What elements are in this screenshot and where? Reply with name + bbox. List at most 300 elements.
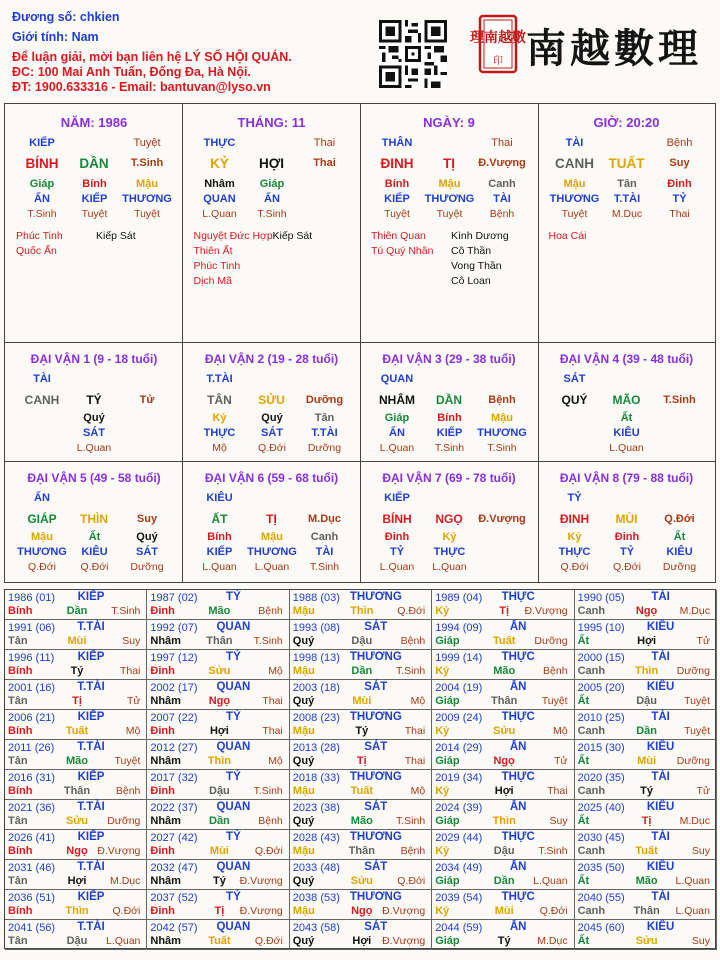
year-stem: Đinh xyxy=(150,725,175,737)
year-branch: Sửu xyxy=(350,875,373,887)
year-label: 2011 (26) xyxy=(8,742,55,754)
year-label: 2036 (51) xyxy=(8,892,56,904)
year-branch: Mùi xyxy=(67,635,87,647)
year-label: 2029 (44) xyxy=(435,832,483,844)
year-stage: Đ.Vượng xyxy=(239,875,283,887)
year-cell[interactable] xyxy=(432,800,574,830)
year-cell[interactable] xyxy=(147,920,289,950)
year-stem: Bính xyxy=(8,605,33,617)
dai-van-branch: DẦN xyxy=(436,393,462,407)
year-cell[interactable] xyxy=(575,650,717,680)
year-cell[interactable] xyxy=(5,620,147,650)
hidden-stem-god: ẤN xyxy=(389,427,405,439)
pillar-heavenly-stem: KỶ xyxy=(210,156,229,171)
year-cell[interactable] xyxy=(432,680,574,710)
year-label: 2015 (30) xyxy=(577,742,625,754)
hidden-stem-god: THƯƠNG xyxy=(549,193,600,205)
year-ten-god: KIÊU xyxy=(646,741,675,753)
year-stage: T.Sinh xyxy=(396,665,426,677)
year-branch: Sửu xyxy=(635,935,658,947)
year-stage: Thai xyxy=(404,755,426,767)
year-ten-god: THƯƠNG xyxy=(349,831,402,843)
year-stage: M.Dục xyxy=(679,815,710,827)
year-cell[interactable] xyxy=(290,680,432,710)
year-branch: Thân xyxy=(206,635,233,647)
auspicious-star: Thiên Quan xyxy=(371,230,426,242)
contact-line: Để luận giải, mời bạn liên hệ LÝ SỐ HỘI QUÁN. xyxy=(12,50,292,64)
pillar-title: NGÀY: 9 xyxy=(423,115,475,130)
year-label: 1993 (08) xyxy=(292,622,340,634)
year-cell[interactable] xyxy=(575,860,717,890)
hidden-stem: Giáp xyxy=(259,178,285,190)
year-label: 2018 (33) xyxy=(292,772,340,784)
year-stage: Bệnh xyxy=(400,635,426,647)
year-stem: Quý xyxy=(292,635,315,647)
dai-van-stage: Suy xyxy=(136,513,158,525)
year-label: 2023 (38) xyxy=(292,802,340,814)
pillar-earthly-branch: HỢI xyxy=(258,156,285,171)
year-stem: Kỷ xyxy=(435,905,450,917)
hidden-stem-god: THỰC xyxy=(433,546,466,558)
pillar-branch-stage: Thai xyxy=(313,157,336,169)
year-label: 2003 (18) xyxy=(292,682,340,694)
pillar-earthly-branch: TUẤT xyxy=(608,156,645,171)
year-ten-god: KIÊU xyxy=(646,861,675,873)
year-ten-god: SÁT xyxy=(364,681,388,693)
year-label: 2001 (16) xyxy=(8,682,56,694)
year-cell[interactable] xyxy=(147,590,289,620)
year-stem: Giáp xyxy=(435,935,460,947)
hidden-stem: Nhâm xyxy=(204,178,235,190)
dai-van-7[interactable] xyxy=(360,462,538,582)
hidden-stem-stage: L.Quan xyxy=(432,561,467,573)
dai-van-branch: SỬU xyxy=(258,393,285,407)
hidden-stem-god: THỰC xyxy=(558,546,591,558)
dai-van-3[interactable] xyxy=(360,343,538,461)
year-cell[interactable] xyxy=(290,770,432,800)
year-stem: Quý xyxy=(292,695,315,707)
dai-van-stem: QUÝ xyxy=(561,393,588,407)
year-stem: Kỷ xyxy=(435,665,450,677)
pillar-heavenly-stem: ĐINH xyxy=(380,156,414,171)
hidden-stem-stage: T.Sinh xyxy=(27,208,57,220)
hidden-stem-stage: M.Dục xyxy=(611,208,643,220)
year-ten-god: TÀI xyxy=(651,891,670,903)
year-stem: Bính xyxy=(8,845,33,857)
qr-code[interactable] xyxy=(379,20,447,88)
pillar-stem-god: THỰC xyxy=(203,137,236,149)
hidden-stem: Bính xyxy=(207,531,232,543)
hidden-stem-stage: L.Quan xyxy=(202,208,237,220)
year-cell[interactable] xyxy=(5,770,147,800)
dai-van-god: TỶ xyxy=(567,492,582,504)
hidden-stem-stage: T.Sinh xyxy=(257,208,287,220)
year-ten-god: TỶ xyxy=(226,831,241,843)
hidden-stem: Đinh xyxy=(384,531,410,543)
hidden-stem-stage: Tuyệt xyxy=(134,208,160,220)
hidden-stem-stage: L.Quan xyxy=(379,561,415,573)
year-stage: Tuyệt xyxy=(684,695,710,707)
year-cell[interactable] xyxy=(575,740,717,770)
year-stem: Mậu xyxy=(292,725,315,737)
dai-van-stage: M.Dục xyxy=(308,513,341,525)
year-ten-god: T.TÀI xyxy=(77,801,105,813)
year-ten-god: THỰC xyxy=(501,891,535,903)
year-stem: Đinh xyxy=(150,845,175,857)
year-cell[interactable] xyxy=(5,710,147,740)
year-ten-god: ẤN xyxy=(509,741,527,753)
year-cell[interactable] xyxy=(575,800,717,830)
year-branch: Sửu xyxy=(208,665,231,677)
year-ten-god: SÁT xyxy=(364,801,388,813)
year-label: 2042 (57) xyxy=(150,922,198,934)
year-ten-god: TÀI xyxy=(651,771,670,783)
year-branch: Thìn xyxy=(350,605,374,617)
year-stem: Bính xyxy=(8,665,33,677)
year-cell[interactable] xyxy=(5,920,147,950)
year-stage: Bệnh xyxy=(543,665,568,677)
dai-van-god: TÀI xyxy=(33,373,51,385)
year-ten-god: KIẾP xyxy=(77,651,105,663)
year-cell[interactable] xyxy=(5,650,147,680)
year-cell[interactable] xyxy=(432,890,574,920)
year-stem: Mậu xyxy=(292,665,315,677)
dai-van-4[interactable] xyxy=(538,343,716,461)
pillar-stem-god: KIẾP xyxy=(29,137,55,149)
hidden-stem-stage: Mộ xyxy=(212,442,227,454)
year-cell[interactable] xyxy=(290,800,432,830)
year-branch: Tuất xyxy=(635,845,658,857)
year-branch: Mão xyxy=(208,605,231,617)
year-branch: Tý xyxy=(355,725,369,737)
auspicious-star: Phúc Tinh xyxy=(16,230,63,242)
year-stage: Suy xyxy=(549,815,568,827)
year-ten-god: TÀI xyxy=(651,651,670,663)
dai-van-title: ĐẠI VẬN 4 (39 - 48 tuổi) xyxy=(559,352,694,366)
hidden-stem-god: ẤN xyxy=(34,193,50,205)
year-stage: Dưỡng xyxy=(534,635,568,647)
hidden-stem: Tân xyxy=(314,412,335,424)
year-stage: Tử xyxy=(696,635,710,647)
hidden-stem-stage: Q.Đới xyxy=(80,561,109,573)
year-cell[interactable] xyxy=(147,770,289,800)
year-cell[interactable] xyxy=(575,920,717,950)
year-stem: Ất xyxy=(577,755,590,767)
year-label: 2034 (49) xyxy=(435,862,483,874)
hidden-stem-god: QUAN xyxy=(203,193,236,205)
year-branch: Mão xyxy=(350,815,373,827)
year-branch: Tuất xyxy=(350,785,373,797)
hidden-stem: Giáp xyxy=(29,178,55,190)
year-label: 1988 (03) xyxy=(292,592,340,604)
hidden-stem: Ất xyxy=(673,531,686,543)
year-stem: Quý xyxy=(292,875,315,887)
year-label: 2031 (46) xyxy=(8,862,56,874)
year-branch: Hợi xyxy=(637,635,657,647)
year-stage: Mộ xyxy=(125,725,141,737)
dai-van-title: ĐẠI VẬN 6 (59 - 68 tuổi) xyxy=(204,471,339,485)
year-cell[interactable] xyxy=(575,710,717,740)
year-stem: Canh xyxy=(577,785,606,797)
year-ten-god: ẤN xyxy=(509,861,527,873)
year-cell[interactable] xyxy=(147,830,289,860)
year-cell[interactable] xyxy=(147,620,289,650)
year-cell[interactable] xyxy=(432,710,574,740)
year-label: 2037 (52) xyxy=(150,892,198,904)
auspicious-star: Dịch Mã xyxy=(193,275,233,287)
pillar-year[interactable] xyxy=(5,104,183,342)
hidden-stem: Quý xyxy=(261,412,283,424)
year-branch: Mão xyxy=(493,665,516,677)
year-branch: Thân xyxy=(63,785,91,797)
year-branch: Hợi xyxy=(352,935,372,947)
year-ten-god: KIÊU xyxy=(646,921,675,933)
year-branch: Tuất xyxy=(492,635,516,647)
pillar-branch-stage: Suy xyxy=(669,157,690,169)
year-cell[interactable] xyxy=(147,860,289,890)
year-cell[interactable] xyxy=(290,620,432,650)
year-stem: Ất xyxy=(577,635,590,647)
year-branch: Tị xyxy=(499,605,510,617)
year-label: 2028 (43) xyxy=(292,832,340,844)
year-cell[interactable] xyxy=(5,830,147,860)
year-cell[interactable] xyxy=(432,740,574,770)
year-stem: Nhâm xyxy=(150,755,181,767)
year-ten-god: THƯƠNG xyxy=(349,891,402,903)
year-branch: Hợi xyxy=(209,725,229,737)
year-label: 2027 (42) xyxy=(150,832,198,844)
year-cell[interactable] xyxy=(5,800,147,830)
year-label: 1986 (01) xyxy=(8,592,56,604)
year-stage: Thai xyxy=(119,665,141,677)
year-ten-god: THƯƠNG xyxy=(349,771,402,783)
year-stage: Đ.Vượng xyxy=(239,905,283,917)
year-cell[interactable] xyxy=(5,890,147,920)
year-cell[interactable] xyxy=(432,920,574,950)
year-stem: Mậu xyxy=(292,785,315,797)
year-cell[interactable] xyxy=(575,770,717,800)
year-ten-god: THỰC xyxy=(501,831,535,843)
year-label: 2004 (19) xyxy=(435,682,483,694)
year-stage: Thai xyxy=(262,695,283,707)
year-stage: Q.Đới xyxy=(397,875,426,887)
year-ten-god: TÀI xyxy=(651,711,670,723)
logo-text: 南越數理 xyxy=(526,25,702,72)
year-branch: Ngọ xyxy=(208,695,231,707)
pillar-earthly-branch: TỊ xyxy=(443,156,455,171)
year-label: 2024 (39) xyxy=(435,802,483,814)
year-label: 2012 (27) xyxy=(150,742,198,754)
dai-van-stage: Bệnh xyxy=(488,394,516,406)
hidden-stem-stage: Tuyệt xyxy=(81,208,108,220)
year-cell[interactable] xyxy=(290,860,432,890)
year-stem: Tân xyxy=(8,935,28,947)
year-stage: Dưỡng xyxy=(676,755,710,767)
dai-van-stage: Tử xyxy=(139,394,155,406)
hidden-stem-stage: Q.Đới xyxy=(28,561,56,573)
year-cell[interactable] xyxy=(290,890,432,920)
year-cell[interactable] xyxy=(147,650,289,680)
year-label: 2002 (17) xyxy=(150,682,198,694)
year-branch: Tuất xyxy=(208,935,231,947)
year-stem: Ất xyxy=(577,695,590,707)
year-ten-god: THỰC xyxy=(501,771,535,783)
hidden-stem-stage: L.Quan xyxy=(609,442,644,454)
subject-name: Đương số: chkien xyxy=(12,10,120,24)
year-branch: Tý xyxy=(212,875,226,887)
year-cell[interactable] xyxy=(575,830,717,860)
year-label: 2010 (25) xyxy=(577,712,625,724)
year-cell[interactable] xyxy=(575,590,717,620)
year-cell[interactable] xyxy=(432,860,574,890)
year-branch: Dần xyxy=(351,665,373,677)
dai-van-6[interactable] xyxy=(183,462,361,582)
year-label: 1989 (04) xyxy=(435,592,483,604)
year-cell[interactable] xyxy=(432,650,574,680)
year-branch: Thìn xyxy=(65,905,89,917)
year-ten-god: TỶ xyxy=(226,711,241,723)
year-cell[interactable] xyxy=(147,800,289,830)
auspicious-star: Phúc Tinh xyxy=(193,260,241,272)
year-branch: Tý xyxy=(497,935,511,947)
year-label: 2041 (56) xyxy=(8,922,56,934)
year-cell[interactable] xyxy=(575,680,717,710)
year-cell[interactable] xyxy=(290,710,432,740)
year-label: 1998 (13) xyxy=(292,652,340,664)
year-stage: Thai xyxy=(547,785,568,797)
year-label: 1994 (09) xyxy=(435,622,483,634)
year-cell[interactable] xyxy=(575,890,717,920)
dai-van-god: T.TÀI xyxy=(206,373,233,385)
year-ten-god: T.TÀI xyxy=(77,741,105,753)
dai-van-stem: BÍNH xyxy=(382,512,412,526)
dai-van-title: ĐẠI VẬN 3 (29 - 38 tuổi) xyxy=(382,352,516,366)
dai-van-5[interactable] xyxy=(5,462,183,582)
year-stage: Thai xyxy=(262,725,283,737)
year-cell[interactable] xyxy=(432,620,574,650)
year-cell[interactable] xyxy=(5,740,147,770)
year-branch: Thân xyxy=(633,905,660,917)
pillar-branch-stage: Đ.Vượng xyxy=(478,157,526,169)
four-pillars-chart xyxy=(4,103,716,583)
year-cell[interactable] xyxy=(147,740,289,770)
hidden-stem-god: ẤN xyxy=(264,193,280,205)
year-label: 2021 (36) xyxy=(8,802,56,814)
year-stem: Canh xyxy=(577,905,606,917)
pillar-stem-stage: Tuyệt xyxy=(133,137,161,149)
year-stage: Suy xyxy=(691,935,710,947)
year-stage: Mộ xyxy=(552,725,568,737)
year-ten-god: KIẾP xyxy=(77,711,105,723)
year-stem: Mậu xyxy=(292,845,315,857)
hidden-stem-god: SÁT xyxy=(136,546,158,558)
year-cell[interactable] xyxy=(147,680,289,710)
year-stem: Tân xyxy=(8,755,28,767)
pillar-stem-stage: Thai xyxy=(313,137,336,149)
hidden-stem-god: SÁT xyxy=(83,427,105,439)
year-cell[interactable] xyxy=(290,920,432,950)
year-stem: Giáp xyxy=(435,695,460,707)
year-branch: Mùi xyxy=(209,845,229,857)
year-label: 2025 (40) xyxy=(577,802,625,814)
year-stem: Bính xyxy=(8,725,33,737)
year-ten-god: T.TÀI xyxy=(77,621,105,633)
year-stem: Tân xyxy=(8,815,28,827)
year-ten-god: THỰC xyxy=(501,651,535,663)
inauspicious-star: Kiếp Sát xyxy=(272,230,313,242)
pillar-heavenly-stem: CANH xyxy=(555,156,594,171)
year-stem: Đinh xyxy=(150,905,175,917)
year-ten-god: KIÊU xyxy=(646,681,675,693)
dai-van-stage: T.Sinh xyxy=(663,394,696,406)
year-cell[interactable] xyxy=(290,590,432,620)
year-cell[interactable] xyxy=(290,740,432,770)
year-label: 2000 (15) xyxy=(577,652,625,664)
year-label: 2007 (22) xyxy=(150,712,198,724)
pillar-hour[interactable] xyxy=(538,104,716,342)
hidden-stem-stage: L.Quan xyxy=(202,561,237,573)
year-label: 2044 (59) xyxy=(435,922,483,934)
year-ten-god: KIẾP xyxy=(77,591,105,603)
year-cell[interactable] xyxy=(432,770,574,800)
dai-van-title: ĐẠI VẬN 1 (9 - 18 tuổi) xyxy=(30,352,158,366)
year-ten-god: ẤN xyxy=(509,681,527,693)
year-stage: Dưỡng xyxy=(676,665,710,677)
year-ten-god: SÁT xyxy=(364,621,388,633)
hidden-stem-god: T.TÀI xyxy=(613,193,641,205)
dai-van-8[interactable] xyxy=(538,462,716,582)
hidden-stem-god: SÁT xyxy=(261,427,283,439)
year-cell[interactable] xyxy=(290,830,432,860)
year-label: 2040 (55) xyxy=(577,892,625,904)
year-stem: Kỷ xyxy=(435,845,450,857)
year-stage: Q.Đới xyxy=(539,905,568,917)
hidden-stem: Giáp xyxy=(384,412,410,424)
year-stage: Mộ xyxy=(268,755,283,767)
dai-van-branch: NGỌ xyxy=(435,512,463,526)
year-cell[interactable] xyxy=(5,680,147,710)
year-label: 1996 (11) xyxy=(8,652,55,664)
year-cell[interactable] xyxy=(5,590,147,620)
year-stage: M.Dục xyxy=(110,875,141,887)
year-cell[interactable] xyxy=(432,830,574,860)
pillar-month[interactable] xyxy=(183,104,361,342)
inauspicious-star: Cô Thần xyxy=(451,245,492,257)
year-cell[interactable] xyxy=(147,710,289,740)
dai-van-2[interactable] xyxy=(183,343,361,461)
hidden-stem: Mậu xyxy=(261,531,283,543)
year-stage: T.Sinh xyxy=(111,605,141,617)
year-cell[interactable] xyxy=(575,620,717,650)
year-ten-god: THƯƠNG xyxy=(349,591,402,603)
hidden-stem-god: THƯƠNG xyxy=(247,546,297,558)
hidden-stem: Bính xyxy=(384,178,410,190)
pillar-heavenly-stem: BÍNH xyxy=(25,156,59,171)
dai-van-1[interactable] xyxy=(5,343,183,461)
year-stage: Dưỡng xyxy=(107,815,141,827)
year-cell[interactable] xyxy=(290,650,432,680)
year-ten-god: ẤN xyxy=(509,921,527,933)
year-branch: Thìn xyxy=(207,755,231,767)
year-cell[interactable] xyxy=(147,890,289,920)
year-cell[interactable] xyxy=(5,860,147,890)
pillar-day[interactable] xyxy=(360,104,538,342)
dai-van-stage: Dưỡng xyxy=(305,394,344,406)
year-ten-god: ẤN xyxy=(509,621,527,633)
year-cell[interactable] xyxy=(432,590,574,620)
year-stage: Tử xyxy=(696,785,710,797)
hidden-stem: Quý xyxy=(136,531,158,543)
